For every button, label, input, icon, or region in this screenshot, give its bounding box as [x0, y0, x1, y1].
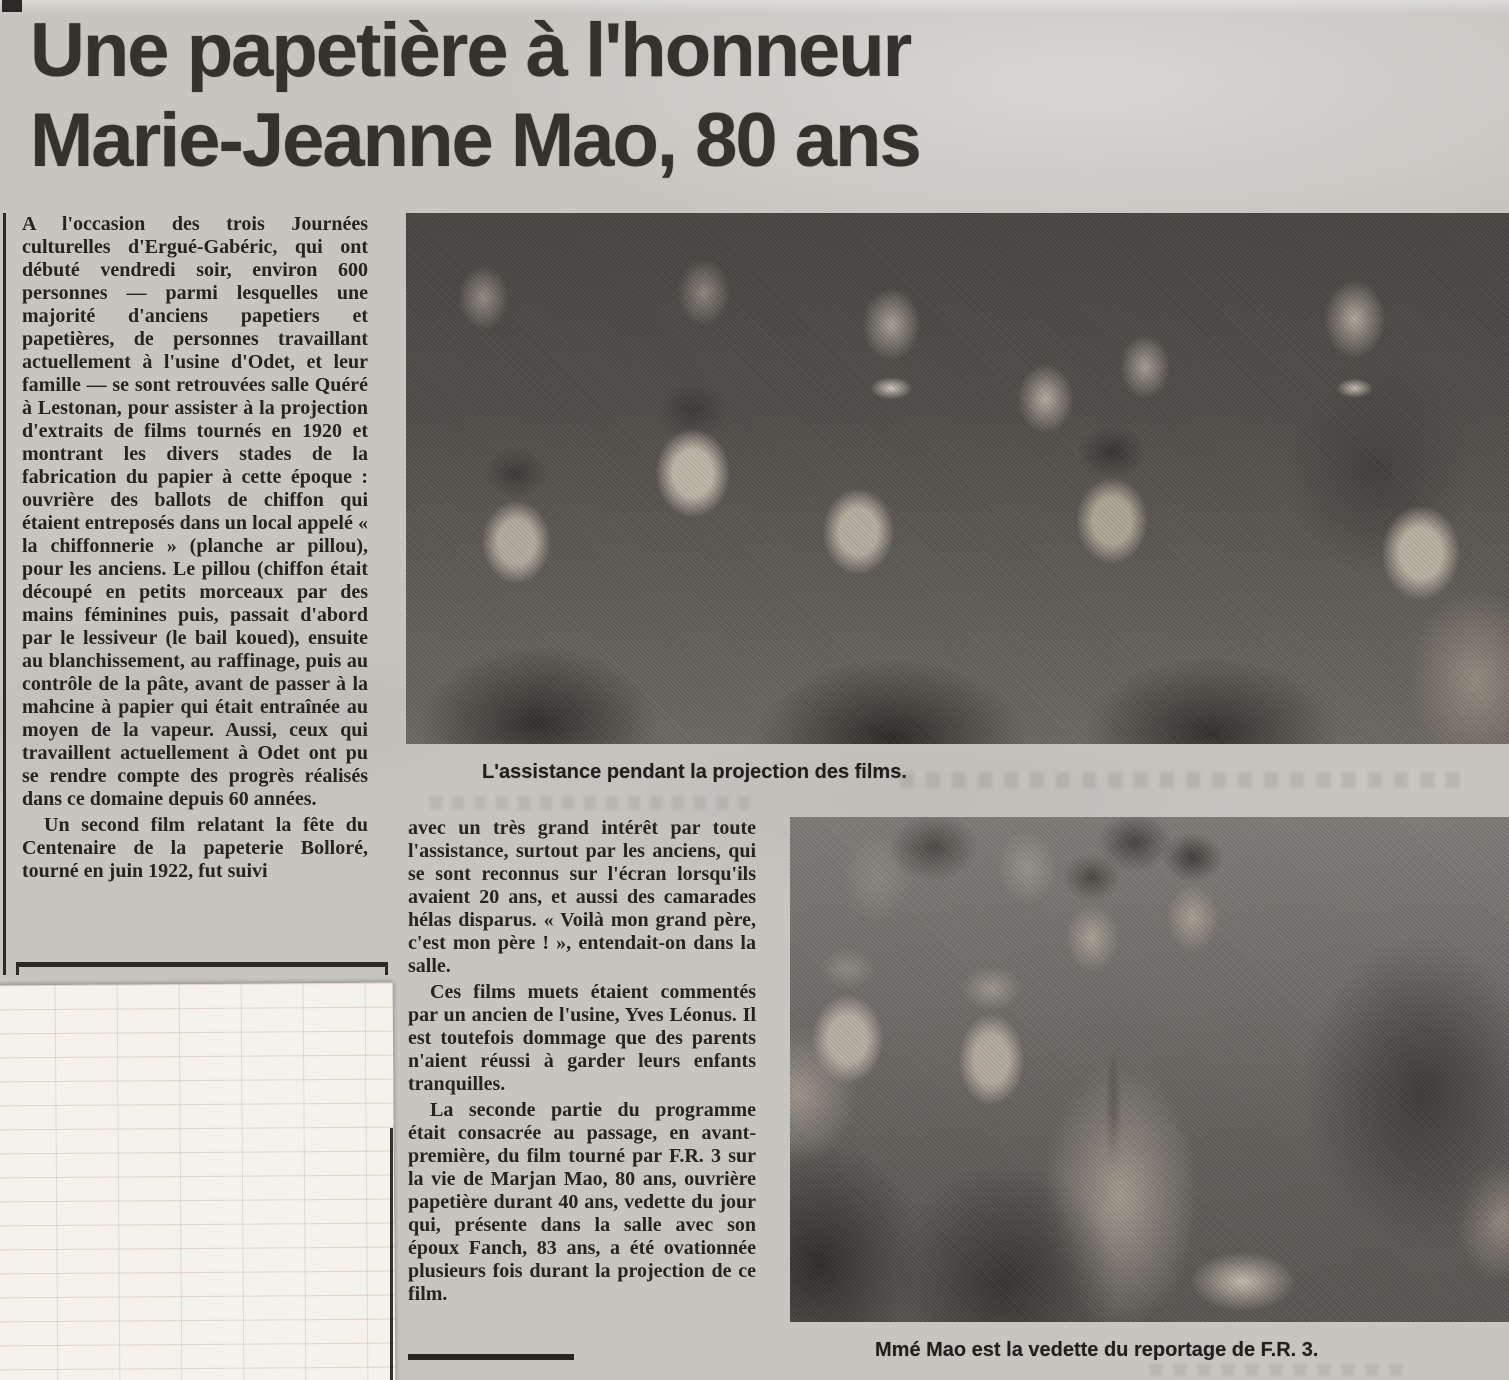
article-column-1: [22, 213, 368, 963]
article-end-rule: [408, 1354, 574, 1360]
paragraph-col1-2: Un second film relatant la fête du Centenaire de la papeterie Bolloré, tourné en juin 1922, fut suivi: [22, 814, 368, 882]
column-bottom-rule: [16, 962, 388, 975]
photo1-caption: L'assistance pendant la projection des films.: [482, 761, 907, 783]
paragraph-col1-1: A l'occasion des trois Journées culturelles d'Ergué-Gabéric, qui ont débuté vendredi soir, environ 600 personnes — parmi lesquelles une majorité d'anciens papetiers et papetières, de personnes travaillant actuellement à l'usine d'Odet, et leur famille — se sont retrouvées salle Quéré à Lestonan, pour assister à la projection d'extraits de films tournés en 1920 et montrant les divers stades de la fabrication du papier à cette époque : ouvrière des ballots de chiffon qui étaient entreposés dans un local appelé « la chiffonnerie » (planche ar pillou), pour les anciens. Le pillou (chiffon était découpé en petits morceaux par des mains féminines puis, passait d'abord par le lessiveur (le bail koued), ensuite au blanchissement, au raffinage, puis au contrôle de la pâte, avant de passer à la mahcine à papier qui était entraînée au moyen de la vapeur. Aussi, ceux qui travaillent actuellement à Odet ont pu se rendre compte des progrès réalisés dans ce domaine depuis 60 années.: [22, 213, 368, 810]
headline-line1: Une papetière à l'honneur: [30, 8, 911, 93]
column-rule-left: [3, 213, 6, 975]
scan-corner-mark: [2, 0, 22, 12]
ink-bleed-through: [1150, 1364, 1410, 1376]
column-rule-middle: [390, 1128, 393, 1380]
ink-bleed-through: [430, 796, 760, 810]
paragraph-col2-1: avec un très grand intérêt par toute l'assistance, surtout par les anciens, qui se sont reconnus sur l'écran lorsqu'ils avaient 20 ans, et aussi des camarades hélas disparus. « Voilà mon grand père, c'est mon père ! », entendait-on dans la salle.: [408, 817, 756, 977]
paragraph-col2-3: La seconde partie du programme était consacrée au passage, en avant-première, du film tourné par F.R. 3 sur la vie de Marjan Mao, 80 ans, ouvrière papetière durant 40 ans, vedette du jour qui, présente dans la salle avec son époux Fanch, 83 ans, a été ovationnée plusieurs fois durant la projection de ce film.: [408, 1099, 756, 1305]
photo-mme-mao-audience: [790, 817, 1509, 1322]
ink-bleed-through: [900, 772, 1460, 788]
headline: [30, 6, 920, 186]
photo2-caption: Mmé Mao est la vedette du reportage de F.R. 3.: [875, 1339, 1319, 1361]
article-column-2: [408, 817, 756, 1352]
notebook-graph-paper: [0, 983, 395, 1380]
headline-line2: Marie-Jeanne Mao, 80 ans: [30, 98, 920, 183]
paragraph-col2-2: Ces films muets étaient commentés par un ancien de l'usine, Yves Léonus. Il est toutefois dommage que des parents n'aient réussi à garder leurs enfants tranquilles.: [408, 981, 756, 1095]
photo-audience-projection: [406, 213, 1509, 744]
